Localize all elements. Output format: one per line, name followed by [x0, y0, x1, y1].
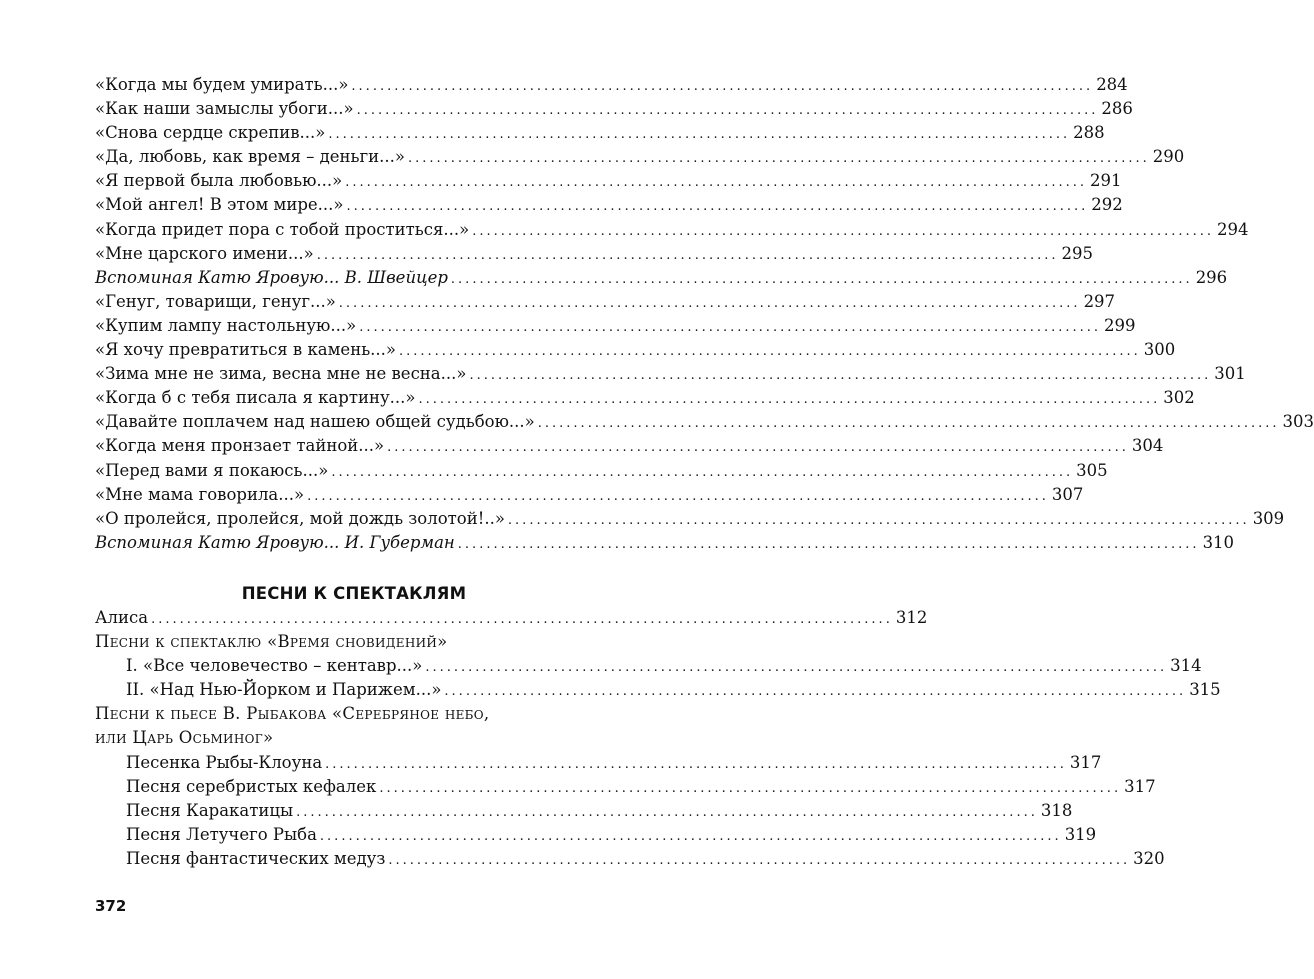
toc-entry-title: «Генуг, товарищи, генуг...»: [95, 291, 336, 311]
dot-leader: ........................................................................................................: [328, 127, 1071, 143]
toc-entry-title: «Давайте поплачем над нашею общей судьбою...»: [95, 412, 535, 432]
toc-entry-page: 292: [1091, 195, 1123, 215]
toc-entry: [95, 847, 1165, 871]
toc-entry-page: 300: [1143, 340, 1176, 360]
section-title: ПЕСНИ К СПЕКТАКЛЯМ: [241, 584, 467, 603]
toc-entry: [95, 242, 1094, 266]
toc-entry-page: 319: [1064, 824, 1097, 844]
toc-entry: [95, 362, 1246, 386]
dot-leader: ........................................................................................................: [379, 780, 1122, 796]
toc-entry: [95, 266, 1228, 290]
toc-entry-title: Вспоминая Катю Яровую... И. Губерман: [95, 532, 455, 552]
toc-entry: [95, 169, 1122, 193]
dot-leader: ........................................................................................................: [387, 440, 1129, 456]
dot-leader: ........................................................................................................: [418, 392, 1161, 408]
toc-entry-page: 314: [1170, 656, 1202, 676]
toc-entry-title: «Как наши замыслы убоги...»: [95, 99, 354, 119]
toc-entry: [95, 775, 1156, 799]
toc-entry-page: 315: [1189, 680, 1221, 700]
toc-entry-title: «Когда придет пора с тобой проститься...»: [95, 219, 470, 239]
toc-entry-page: 299: [1104, 315, 1136, 335]
toc-entry-title: Вспоминая Катю Яровую... В. Швейцер: [95, 267, 448, 287]
toc-entry: [95, 338, 1176, 362]
toc-entry-title: «Да, любовь, как время – деньги...»: [95, 147, 405, 167]
toc-entry-title: «Купим лампу настольную...»: [95, 315, 357, 335]
dot-leader: ........................................................................................................: [399, 344, 1141, 360]
toc-entry-page: 296: [1195, 267, 1228, 287]
toc-entry-title: «Когда меня пронзает тайной...»: [95, 436, 385, 456]
toc-entry-title: I. «Все человечество – кентавр...»: [126, 656, 423, 676]
toc-list: [95, 73, 1314, 555]
toc-entry-page: 290: [1152, 147, 1185, 167]
toc-entry-page: 317: [1069, 752, 1102, 772]
dot-leader: ........................................................................................................: [408, 151, 1150, 167]
dot-leader: ........................................................................................................: [537, 416, 1280, 432]
toc-entry-title: «Снова сердце скрепив...»: [95, 123, 326, 143]
toc-entry: [95, 73, 1128, 97]
toc-entry-title: «Перед вами я покаюсь...»: [95, 460, 329, 480]
dot-leader: ........................................................................................................: [296, 804, 1038, 820]
toc-entry: [95, 386, 1195, 410]
toc-entry-title: «Мне царского имени...»: [95, 243, 314, 263]
dot-leader: ........................................................................................................: [331, 464, 1074, 480]
dot-leader: ........................................................................................................: [450, 271, 1193, 287]
toc-entry-title: Песня серебристых кефалек: [126, 776, 377, 796]
toc-entry-page: 317: [1124, 776, 1156, 796]
dot-leader: ........................................................................................................: [425, 660, 1168, 676]
toc-entry: [95, 606, 928, 630]
toc-entry-page: 295: [1061, 243, 1094, 263]
toc-entry-title: «Мой ангел! В этом мире...»: [95, 195, 344, 215]
toc-entry: [95, 314, 1136, 338]
dot-leader: ........................................................................................................: [345, 175, 1088, 191]
toc-entry-page: 303: [1282, 412, 1314, 432]
toc-entry-title: Алиса: [95, 608, 149, 627]
toc-entry-page: 291: [1090, 171, 1122, 191]
toc-entry: [95, 459, 1108, 483]
subsection-heading-continued: или Царь Осьминог»: [95, 728, 274, 748]
toc-entry-title: «Я хочу превратиться в камень...»: [95, 340, 397, 360]
dot-leader: ........................................................................................................: [316, 247, 1059, 263]
dot-leader: ........................................................................................................: [338, 295, 1081, 311]
toc-entry-title: Песня Летучего Рыба: [126, 824, 317, 844]
toc-entry: [95, 218, 1249, 242]
toc-entry-page: 307: [1051, 484, 1084, 504]
toc-entry-page: 294: [1217, 219, 1249, 239]
toc-entry: [95, 799, 1073, 823]
dot-leader: ........................................................................................................: [359, 319, 1102, 335]
toc-entry: [95, 654, 1202, 678]
dot-leader: ........................................................................................................: [388, 852, 1131, 868]
dot-leader: ........................................................................................................: [151, 612, 893, 627]
toc-entry-title: Песня Каракатицы: [126, 800, 294, 820]
toc-entry-page: 297: [1083, 291, 1116, 311]
toc-entry-title: «О пролейся, пролейся, мой дождь золотой!..»: [95, 508, 505, 528]
dot-leader: ........................................................................................................: [319, 828, 1062, 844]
toc-entry: [95, 290, 1116, 314]
toc-entry-page: 312: [895, 608, 928, 627]
toc-entry-page: 310: [1202, 532, 1235, 552]
toc-entry-title: «Когда мы будем умирать...»: [95, 75, 349, 94]
toc-entry-title: II. «Над Нью-Йорком и Парижем...»: [126, 680, 442, 700]
toc-entry: [95, 410, 1314, 434]
toc-entry-page: 309: [1252, 508, 1285, 528]
toc-entry-page: 301: [1214, 364, 1246, 384]
dot-leader: ........................................................................................................: [325, 756, 1067, 772]
subsection-heading: Песни к спектаклю «Время сновидений»: [95, 632, 448, 652]
dot-leader: ........................................................................................................: [351, 79, 1094, 94]
toc-entry-title: «Когда б с тебя писала я картину...»: [95, 388, 416, 408]
dot-leader: ........................................................................................................: [444, 684, 1187, 700]
toc-entry-title: Песенка Рыбы-Клоуна: [126, 752, 323, 772]
dot-leader: ........................................................................................................: [346, 199, 1089, 215]
toc-entry: [95, 193, 1123, 217]
dot-leader: ........................................................................................................: [469, 368, 1212, 384]
toc-entry: [95, 434, 1164, 458]
dot-leader: ........................................................................................................: [472, 223, 1214, 239]
dot-leader: ........................................................................................................: [457, 536, 1200, 552]
toc-entry: [95, 678, 1221, 702]
section-toc-list: [95, 606, 1221, 871]
toc-entry-page: 318: [1040, 800, 1073, 820]
page-number: 372: [95, 897, 127, 915]
toc-entry: [95, 751, 1102, 775]
toc-entry-page: 286: [1101, 99, 1133, 119]
toc-entry-title: «Зима мне не зима, весна мне не весна...»: [95, 364, 467, 384]
toc-entry-title: «Мне мама говорила...»: [95, 484, 305, 504]
toc-entry-page: 320: [1133, 848, 1165, 868]
dot-leader: ........................................................................................................: [307, 488, 1049, 504]
toc-entry-page: 305: [1076, 460, 1108, 480]
dot-leader: ........................................................................................................: [507, 512, 1250, 528]
toc-entry-page: 302: [1163, 388, 1195, 408]
toc-entry-page: 288: [1073, 123, 1105, 143]
toc-entry: [95, 483, 1084, 507]
toc-entry: [95, 823, 1097, 847]
toc-entry: [95, 507, 1285, 531]
subsection-heading: Песни к пьесе В. Рыбакова «Серебряное небо,: [95, 704, 490, 724]
toc-entry-title: «Я первой была любовью...»: [95, 171, 343, 191]
toc-entry: [95, 97, 1133, 121]
toc-entry: [95, 145, 1185, 169]
toc-entry-title: Песня фантастических медуз: [126, 848, 386, 868]
dot-leader: ........................................................................................................: [356, 103, 1099, 119]
toc-entry: [95, 121, 1105, 145]
toc-entry: [95, 531, 1235, 555]
toc-entry-page: 284: [1096, 75, 1128, 94]
toc-entry-page: 304: [1131, 436, 1164, 456]
